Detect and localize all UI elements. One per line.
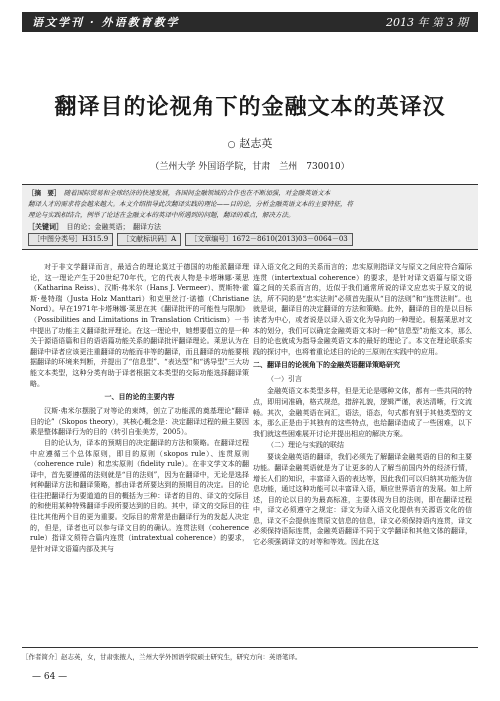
subsection-heading: （二）理论与实践的联结 xyxy=(267,441,344,450)
article-title: 翻译目的论视角下的金融文本的英译汉 xyxy=(54,95,446,120)
page-number: — 64 — xyxy=(32,672,68,682)
affiliation: （兰州大学 外国语学院，甘肃 兰州 730010） xyxy=(150,162,350,172)
article-no-cell xyxy=(185,233,353,246)
issue-number: 2013 年 第 3 期 xyxy=(386,16,468,29)
doc-code-cell xyxy=(117,233,181,246)
journal-header xyxy=(22,12,478,32)
author-name: 赵志英 xyxy=(239,137,273,150)
section-heading: 二、翻译目的论视角下的金融英语翻译策略研究 xyxy=(253,361,400,370)
abstract-box xyxy=(22,184,478,250)
journal-name: 语文学刊 · 外语教育教学 xyxy=(32,16,180,29)
paragraph: 要谈金融英语的翻译，我们必须先了解翻译金融英语的目的和主要功能。翻译金融英语就是为了让更多的人了解当前国内外的经济行情，增长人们的知识，丰富译入语的表达等，因此我们可以归纳其功能为信息功能，通过这种功能可以丰富译入语，顺应世界语言的发展。如上所述，目的论以目的为最高标准，主要体现为目的法则，即在翻译过程中，译文必须遵守之规定：译文为译入语文化提供有关源语文化的信息，译文不会提供连贯原文信息的信息，译文必须保持语内连贯，译文必须保持语际连贯，金融英语翻译不同于文学翻译和其他文体的翻译，它必须强调译文的对等和等效。因此在这 xyxy=(253,453,472,547)
left-column xyxy=(30,262,249,554)
paragraph: 金融英语文本类型多样，但是无论是哪种文体，都有一些共同的特点，即用词准确，格式规范，措辞礼貌，逻辑严谨，表达清晰，行文流畅。其次，金融英语在词汇，语法，语态，句式都有别于其他类型的文本，那么正是由于其独有的这些特点，也给翻译造成了一些困难，以下我们就这些困难展开讨论并提出相应的解决方案。 xyxy=(253,387,472,438)
article-no-value: 1672－8610(2013)03－0064－03 xyxy=(232,235,348,243)
abstract-line: 翻译人才的需求将会越来越大。本文介绍指导此次翻译实践的理论——目的论，分析金融英语文本的主要特征，将 xyxy=(28,200,353,208)
subsection-heading: （一）引言 xyxy=(267,375,302,384)
abstract-text: 随着国际贸易和全球经济的快速发展，各国间金融领域的合作也在不断加强，对金融英语文本 xyxy=(63,189,331,197)
article-no-label: ［文章编号］ xyxy=(190,235,233,243)
doc-code-value: A xyxy=(171,235,177,243)
author-line xyxy=(0,135,500,151)
abstract-label: ［摘 要］ xyxy=(28,189,58,197)
doc-code-label: ［文献标识码］ xyxy=(122,235,172,243)
author-footnote: ［作者简介］赵志英，女，甘肃张掖人，兰州大学外国语学院硕士研究生，研究方向：英语笔译。 xyxy=(22,647,478,661)
paragraph: 汉斯·弗米尔摆脱了对等论的束缚，创立了功能派的奠基理论“翻译目的论”（Skopos theory），其核心概念是：决定翻译过程的最主要因素是整体翻译行为的目的（转引自张美芳，2005）。 xyxy=(30,407,249,437)
clc-value: H315.9 xyxy=(82,235,109,243)
right-column xyxy=(253,262,472,548)
paragraph: 译入语文化之间的关系而言的；忠实原则指译文与原文之间应符合篇际连贯（intertextual coherence）的要求，是针对译文语篇与原文语篇之间的关系而言的，近似于我们通常所说的译文应忠实于原文的说法，所不同的是“忠实法则”必须首先服从“目的法则”和“连贯法则”。也就是说，翻译目的决定翻译的方法和策略。此外，翻译的目的是以目标读者为中心，或者说是以译入语文化为导向的一种理论。根据莱思对文本的划分，我们可以确定金融英语文本时一种“信息型”功能文本，那么目的论也就成为指导金融英语文本的最好的理论了。本文在理论联系实践的探讨中，也将着重论述目的论的三原则在实践中的应用。 xyxy=(253,263,472,356)
author-marker: ○ xyxy=(227,140,236,150)
abstract-line xyxy=(28,188,472,199)
classification-line xyxy=(28,233,472,246)
paragraph: 对于非文学翻译而言，最适合的理论莫过于德国的功能派翻译理论，这一理论产生于20世纪70年代，它的代表人物是卡塔琳娜·莱思（Katharina Reiss）、汉斯·弗米尔（Hans J. Vermeer）、贾斯特·霍斯·曼特瑞（Justa Holz Manttari）和克里丝汀·诺德（Christiane Nord）。早在1971年卡塔琳娜·莱思在其《翻译批评的可能性与限制》（Possibilities and Limitations in Translation Criticism）一书中提出了功能主义翻译批评理论。在这一理论中，她想要倡立的是一种关于源语语篇和目的语语篇功能关系的翻译批评翻译理论。莱思认为在翻译中译者应该更注重翻译的功能而非等的翻译，而且翻译的功能要根据翻译的环境来判断，并提出了“信息型”、“表达型”和“诱导型”三大功能文本类型，这种分类有助于译者根据文本类型的交际功能选择翻译策略。 xyxy=(30,263,249,388)
keywords: 目的论；金融英语； 翻译方法 xyxy=(66,223,161,231)
paragraph: 目的论认为，译本的预期目的决定翻译的方法和策略。在翻译过程中应遵循三个总体原则，即目的原则（skopos rule）、连贯原则（coherence rule）和忠实原则（fidelity rule）。在非文学文本的翻译中，首先要遵循的法则就是“目的法则”，因为在翻译中，无论是选择何种翻译方法和翻译策略，都由译者所要达到的预期目的决定。目的论往往把翻译行为要道道的目的概括为三种：译者的目的、译文的交际目的和使用某种特殊翻译手段所要达到的目的。其中，译文的交际目的往往比其他两个目的更为重要。交际目的常常是由翻译行为的发起人决定的，但是，译者也可以参与译文目的的确认。连贯法则（coherence rule）指译文须符合篇内连贯（intratextual coherence）的要求，是针对译文语篇内部及其与 xyxy=(30,438,249,553)
section-heading: 一、目的论的主要内容 xyxy=(104,393,175,402)
keywords-label: ［关键词］ xyxy=(28,222,60,231)
keywords-line xyxy=(28,221,472,233)
abstract-line: 理论与实践相结合，例举了论述在金融文本的英译中所遇到的问题，翻译的难点，解决方法。 xyxy=(28,211,295,219)
clc-cell xyxy=(28,233,113,246)
clc-label: ［中图分类号］ xyxy=(33,235,82,243)
